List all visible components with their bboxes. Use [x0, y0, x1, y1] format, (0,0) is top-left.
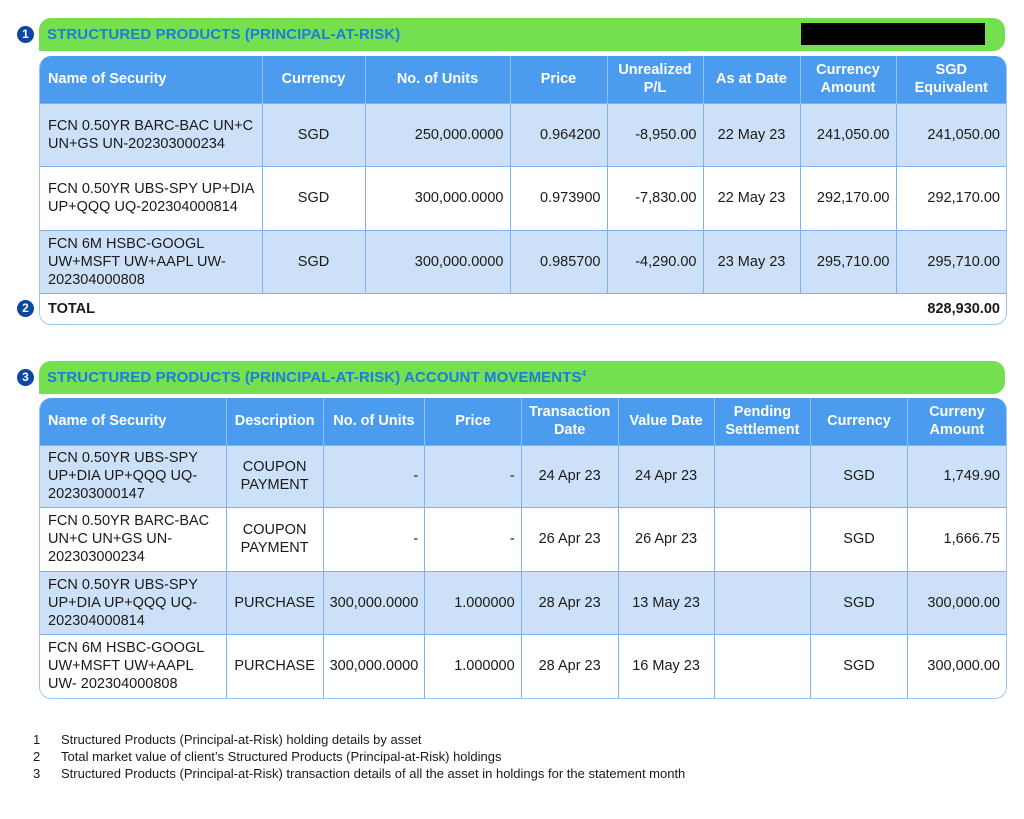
col-currency: Currency — [811, 398, 908, 445]
footnote-text: Structured Products (Principal-at-Risk) transaction details of all the asset in holdings for the statement month — [61, 766, 686, 781]
marker-2: 2 — [17, 300, 34, 317]
pending-settlement — [714, 634, 811, 698]
unrealized-pl: -8,950.00 — [607, 103, 703, 166]
description: PURCHASE — [226, 571, 323, 634]
holdings-title: STRUCTURED PRODUCTS (PRINCIPAL-AT-RISK) — [47, 26, 401, 43]
footnote-number: 3 — [33, 766, 41, 781]
col-price: Price — [510, 56, 607, 103]
amount: 1,666.75 — [907, 507, 1006, 571]
security-name: FCN 0.50YR BARC-BAC UN+C UN+GS UN-202303000234 — [40, 103, 262, 166]
currency: SGD — [262, 230, 365, 293]
price: 0.973900 — [510, 166, 607, 230]
description: COUPON PAYMENT — [226, 445, 323, 507]
table-row — [40, 634, 1006, 698]
currency: SGD — [262, 166, 365, 230]
currency: SGD — [811, 634, 908, 698]
as-at-date: 22 May 23 — [703, 103, 800, 166]
footnote — [33, 765, 685, 782]
value-date: 26 Apr 23 — [618, 507, 714, 571]
transaction-date: 28 Apr 23 — [521, 571, 618, 634]
currency: SGD — [262, 103, 365, 166]
transaction-date: 26 Apr 23 — [521, 507, 618, 571]
units: 300,000.0000 — [365, 166, 510, 230]
col-pending-settlement: Pending Settlement — [714, 398, 811, 445]
units: 300,000.0000 — [365, 230, 510, 293]
price: 1.000000 — [425, 571, 521, 634]
table-row — [40, 571, 1006, 634]
units: - — [323, 445, 425, 507]
table-row — [40, 230, 1006, 293]
movements-header-row — [40, 398, 1006, 445]
table-row — [40, 507, 1006, 571]
col-value-date: Value Date — [618, 398, 714, 445]
security-name: FCN 6M HSBC-GOOGL UW+MSFT UW+AAPL UW-202304000808 — [40, 230, 262, 293]
col-name: Name of Security — [40, 398, 226, 445]
unrealized-pl: -7,830.00 — [607, 166, 703, 230]
price: 0.985700 — [510, 230, 607, 293]
price: 0.964200 — [510, 103, 607, 166]
pending-settlement — [714, 507, 811, 571]
description: COUPON PAYMENT — [226, 507, 323, 571]
col-units: No. of Units — [323, 398, 425, 445]
footnotes — [33, 731, 685, 782]
col-name: Name of Security — [40, 56, 262, 103]
movements-title — [47, 369, 586, 386]
col-transaction-date: Transaction Date — [521, 398, 618, 445]
sgd-equivalent: 241,050.00 — [896, 103, 1006, 166]
description: PURCHASE — [226, 634, 323, 698]
total-label: TOTAL — [40, 293, 896, 324]
security-name: FCN 0.50YR UBS-SPY UP+DIA UP+QQQ UQ-202304000814 — [40, 166, 262, 230]
price: - — [425, 445, 521, 507]
footnote-number: 1 — [33, 732, 41, 747]
col-unrealized-pl: Unrealized P/L — [607, 56, 703, 103]
unrealized-pl: -4,290.00 — [607, 230, 703, 293]
col-currency-amount: Currency Amount — [800, 56, 896, 103]
value-date: 13 May 23 — [618, 571, 714, 634]
footnote-ref: 4 — [581, 369, 587, 378]
holdings-header-row — [40, 56, 1006, 103]
col-currency: Currency — [262, 56, 365, 103]
marker-3: 3 — [17, 369, 34, 386]
footnote-text: Structured Products (Principal-at-Risk) holding details by asset — [61, 732, 422, 747]
footnote-number: 2 — [33, 749, 41, 764]
amount: 1,749.90 — [907, 445, 1006, 507]
units: - — [323, 507, 425, 571]
footnote-text: Total market value of client’s Structured Products (Principal-at-Risk) holdings — [61, 749, 502, 764]
col-description: Description — [226, 398, 323, 445]
security-name: FCN 0.50YR UBS-SPY UP+DIA UP+QQQ UQ-202303000147 — [40, 445, 226, 507]
total-value: 828,930.00 — [896, 293, 1006, 324]
sgd-equivalent: 292,170.00 — [896, 166, 1006, 230]
as-at-date: 23 May 23 — [703, 230, 800, 293]
price: - — [425, 507, 521, 571]
units: 300,000.0000 — [323, 571, 425, 634]
units: 300,000.0000 — [323, 634, 425, 698]
footnote — [33, 748, 685, 765]
holdings-banner — [39, 18, 1005, 51]
pending-settlement — [714, 571, 811, 634]
movements-banner — [39, 361, 1005, 394]
currency-amount: 292,170.00 — [800, 166, 896, 230]
col-sgd-equivalent: SGD Equivalent — [896, 56, 1006, 103]
transaction-date: 24 Apr 23 — [521, 445, 618, 507]
as-at-date: 22 May 23 — [703, 166, 800, 230]
currency: SGD — [811, 445, 908, 507]
value-date: 16 May 23 — [618, 634, 714, 698]
redacted-block — [801, 23, 985, 45]
total-row — [40, 293, 1006, 324]
security-name: FCN 6M HSBC-GOOGL UW+MSFT UW+AAPL UW- 202304000808 — [40, 634, 226, 698]
amount: 300,000.00 — [907, 634, 1006, 698]
amount: 300,000.00 — [907, 571, 1006, 634]
price: 1.000000 — [425, 634, 521, 698]
currency-amount: 241,050.00 — [800, 103, 896, 166]
table-row — [40, 445, 1006, 507]
currency: SGD — [811, 507, 908, 571]
currency: SGD — [811, 571, 908, 634]
table-row — [40, 166, 1006, 230]
col-units: No. of Units — [365, 56, 510, 103]
sgd-equivalent: 295,710.00 — [896, 230, 1006, 293]
units: 250,000.0000 — [365, 103, 510, 166]
holdings-table — [39, 56, 1007, 325]
col-amount: Curreny Amount — [907, 398, 1006, 445]
table-row — [40, 103, 1006, 166]
currency-amount: 295,710.00 — [800, 230, 896, 293]
value-date: 24 Apr 23 — [618, 445, 714, 507]
footnote — [33, 731, 685, 748]
security-name: FCN 0.50YR BARC-BAC UN+C UN+GS UN-202303000234 — [40, 507, 226, 571]
pending-settlement — [714, 445, 811, 507]
movements-table — [39, 398, 1007, 699]
col-as-at-date: As at Date — [703, 56, 800, 103]
transaction-date: 28 Apr 23 — [521, 634, 618, 698]
marker-1: 1 — [17, 26, 34, 43]
movements-title-text: STRUCTURED PRODUCTS (PRINCIPAL-AT-RISK) ACCOUNT MOVEMENTS — [47, 369, 582, 386]
col-price: Price — [425, 398, 521, 445]
security-name: FCN 0.50YR UBS-SPY UP+DIA UP+QQQ UQ-202304000814 — [40, 571, 226, 634]
